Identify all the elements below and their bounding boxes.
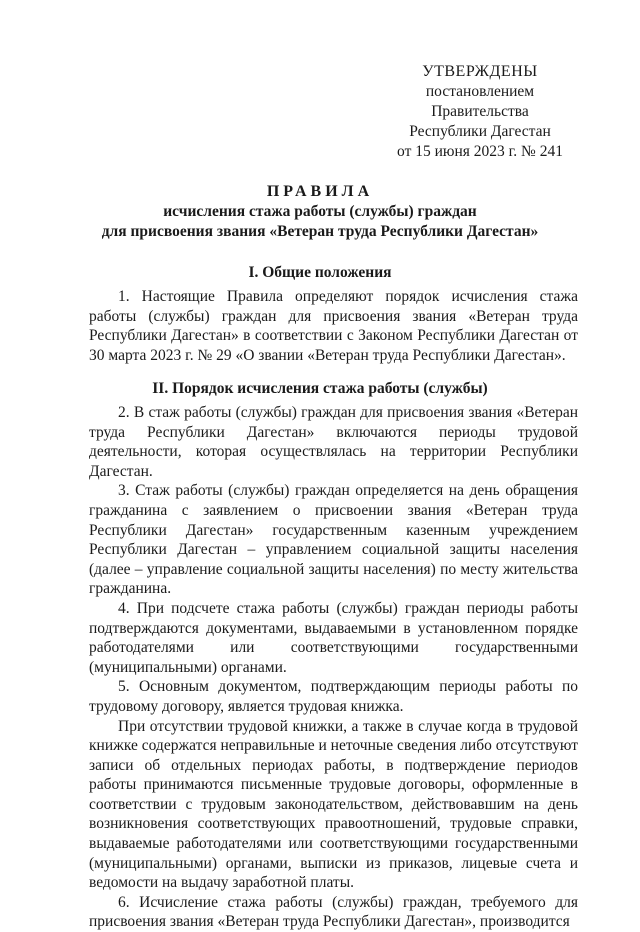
section-body (89, 287, 578, 365)
section-heading: I. Общие положения (248, 264, 392, 281)
approval-line: постановлением Правительства (425, 83, 535, 120)
approval-heading: УТВЕРЖДЕНЫ (422, 63, 538, 80)
paragraph: 1. Настоящие Правила определяют порядок исчисления стажа работы (службы) граждан для присвоения звания «Ветеран труда Республики Дагестан» в соответствии с Законом Республики Дагестан от 30 марта 2023 г. № 29 «О звании «Ветеран труда Республики Дагестан». (89, 288, 578, 364)
approval-stamp (380, 62, 580, 162)
title-line: исчисления стажа работы (службы) граждан (163, 203, 477, 220)
paragraph: 2. В стаж работы (службы) граждан для присвоения звания «Ветеран труда Республики Дагестан» включаются периоды трудовой деятельности, которая осуществлялась на территории Республики Дагестан. (89, 404, 578, 480)
title-main: ПРАВИЛА (266, 183, 374, 200)
approval-date: от 15 июня 2023 г. № 241 (397, 143, 563, 160)
paragraph: 3. Стаж работы (службы) граждан определяется на день обращения гражданина с заявлением о присвоении звания «Ветеран труда Республики Дагестан» государственным казенным учреждением Республики Дагестан – управлением социальной защиты населения (далее – управление социальной защиты населения) по месту жительства гражданина. (89, 482, 578, 598)
paragraph: 4. При подсчете стажа работы (службы) граждан периоды работы подтверждаются документами, выдаваемыми в установленном порядке работодателями или соответствующими государственными (муниципальными) органами. (89, 599, 578, 676)
approval-line: Республики Дагестан (409, 123, 551, 140)
paragraph: При отсутствии трудовой книжки, а также в случае когда в трудовой книжке содержатся неправильные и неточные сведения либо отсутствуют записи об отдельных периодах работы, в подтверждение периодов работы принимаются письменные трудовые договоры, оформленные в соответствии с трудовым законодательством, действовавшим на день возникновения соответствующих правоотношений, трудовые справки, выдаваемые работодателями или соответствующими государственными (муниципальными) органами, выписки из приказов, лицевые счета и ведомости на выдачу заработной платы. (89, 717, 578, 892)
section-body (89, 403, 578, 932)
section-heading: II. Порядок исчисления стажа работы (службы) (152, 380, 488, 397)
title-line: для присвоения звания «Ветеран труда Республики Дагестан» (101, 223, 539, 240)
document-title (60, 182, 580, 242)
paragraph: 6. Исчисление стажа работы (службы) граждан, требуемого для присвоения звания «Ветеран труда Республики Дагестан», производится (89, 893, 578, 931)
paragraph: 5. Основным документом, подтверждающим периоды работы по трудовому договору, является трудовая книжка. (89, 678, 578, 715)
